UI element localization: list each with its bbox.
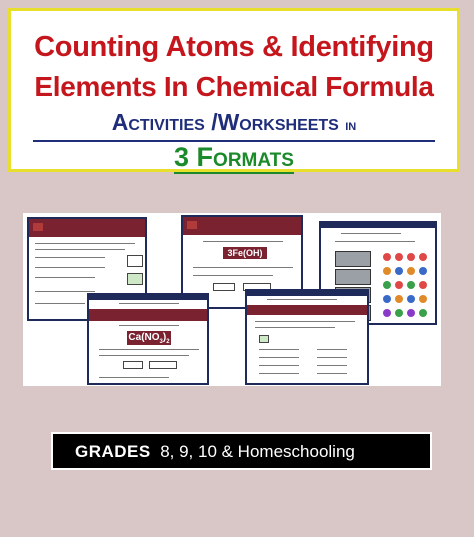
grades-values: 8, 9, 10 & Homeschooling [160,442,355,461]
worksheet-header-bar [321,223,435,228]
answer-box [259,335,269,343]
answer-box [127,255,143,267]
text-line [267,299,337,300]
atom-dot [395,281,403,289]
text-line [35,291,95,292]
text-line [35,257,105,258]
text-line [259,373,299,374]
title-line-1: Counting Atoms & Identifying [34,31,434,63]
title-line-2: Elements In Chemical Formula [34,71,434,102]
worksheet-header-bar [183,217,301,235]
worksheet-header-bar [247,291,367,296]
text-line [35,277,95,278]
subtitle-activities [33,109,435,142]
atom-dot [419,295,427,303]
text-line [99,349,199,350]
text-line [119,325,179,326]
text-line [259,349,299,350]
grades-text [75,440,355,464]
atom-dot [395,295,403,303]
atom-dot [395,253,403,261]
formula-b-close: ) [162,332,167,343]
grades-banner [51,432,432,470]
atom-dot [383,253,391,261]
text-line [335,241,415,242]
worksheet-title-bar [89,309,207,321]
title-panel [8,8,460,172]
text-line [35,267,105,268]
text-line [99,377,169,378]
text-line [99,355,189,356]
formula-badge-b [127,331,171,345]
formula-a-text: 3Fe(OH) [227,248,263,258]
formats-text: 3 Formats [174,142,294,172]
text-line [193,267,293,268]
atom-dot [383,295,391,303]
answer-box [123,361,143,369]
text-line [255,327,335,328]
text-line [341,233,401,234]
flag-graphic [187,221,197,229]
atom-dot [419,309,427,317]
text-line [35,243,135,244]
text-line [193,275,273,276]
text-line [317,357,347,358]
atom-dot [419,281,427,289]
worksheet-thumbnail-4 [87,293,209,385]
subtitle-small: in [345,117,357,134]
atom-dot [407,309,415,317]
text-line [255,321,355,322]
worksheet-title-bar [247,305,367,315]
atom-dot [407,267,415,275]
text-line [35,303,85,304]
grades-label: GRADES [75,442,151,461]
grid-box [335,251,371,267]
answer-box [149,361,177,369]
text-line [203,241,283,242]
text-line [317,365,347,366]
text-line [119,303,179,304]
atom-dot [407,281,415,289]
formula-badge-a [223,247,267,259]
answer-box [213,283,235,291]
atom-dot [383,309,391,317]
atom-dot [383,281,391,289]
worksheet-header-bar [29,219,145,237]
atom-dot [419,267,427,275]
formats-line [11,143,457,171]
flag-graphic [33,223,43,231]
atom-dot [407,253,415,261]
text-line [317,349,347,350]
worksheet-collage [23,213,441,386]
formula-b-sub2: 2 [166,339,170,345]
text-line [35,249,125,250]
answer-box [127,273,143,285]
worksheet-thumbnail-5 [245,289,369,385]
text-line [259,357,299,358]
atom-dot [419,253,427,261]
text-line [317,373,347,374]
atom-dot [395,309,403,317]
text-line [259,365,299,366]
worksheet-header-bar [89,295,207,300]
atom-dot [407,295,415,303]
atom-dot [395,267,403,275]
atom-dot [383,267,391,275]
grid-box [335,269,371,285]
formula-b-sub: 3 [159,339,163,345]
formula-b-text: Ca(NO [128,332,160,343]
subtitle-main: Activities /Worksheets [111,109,339,135]
